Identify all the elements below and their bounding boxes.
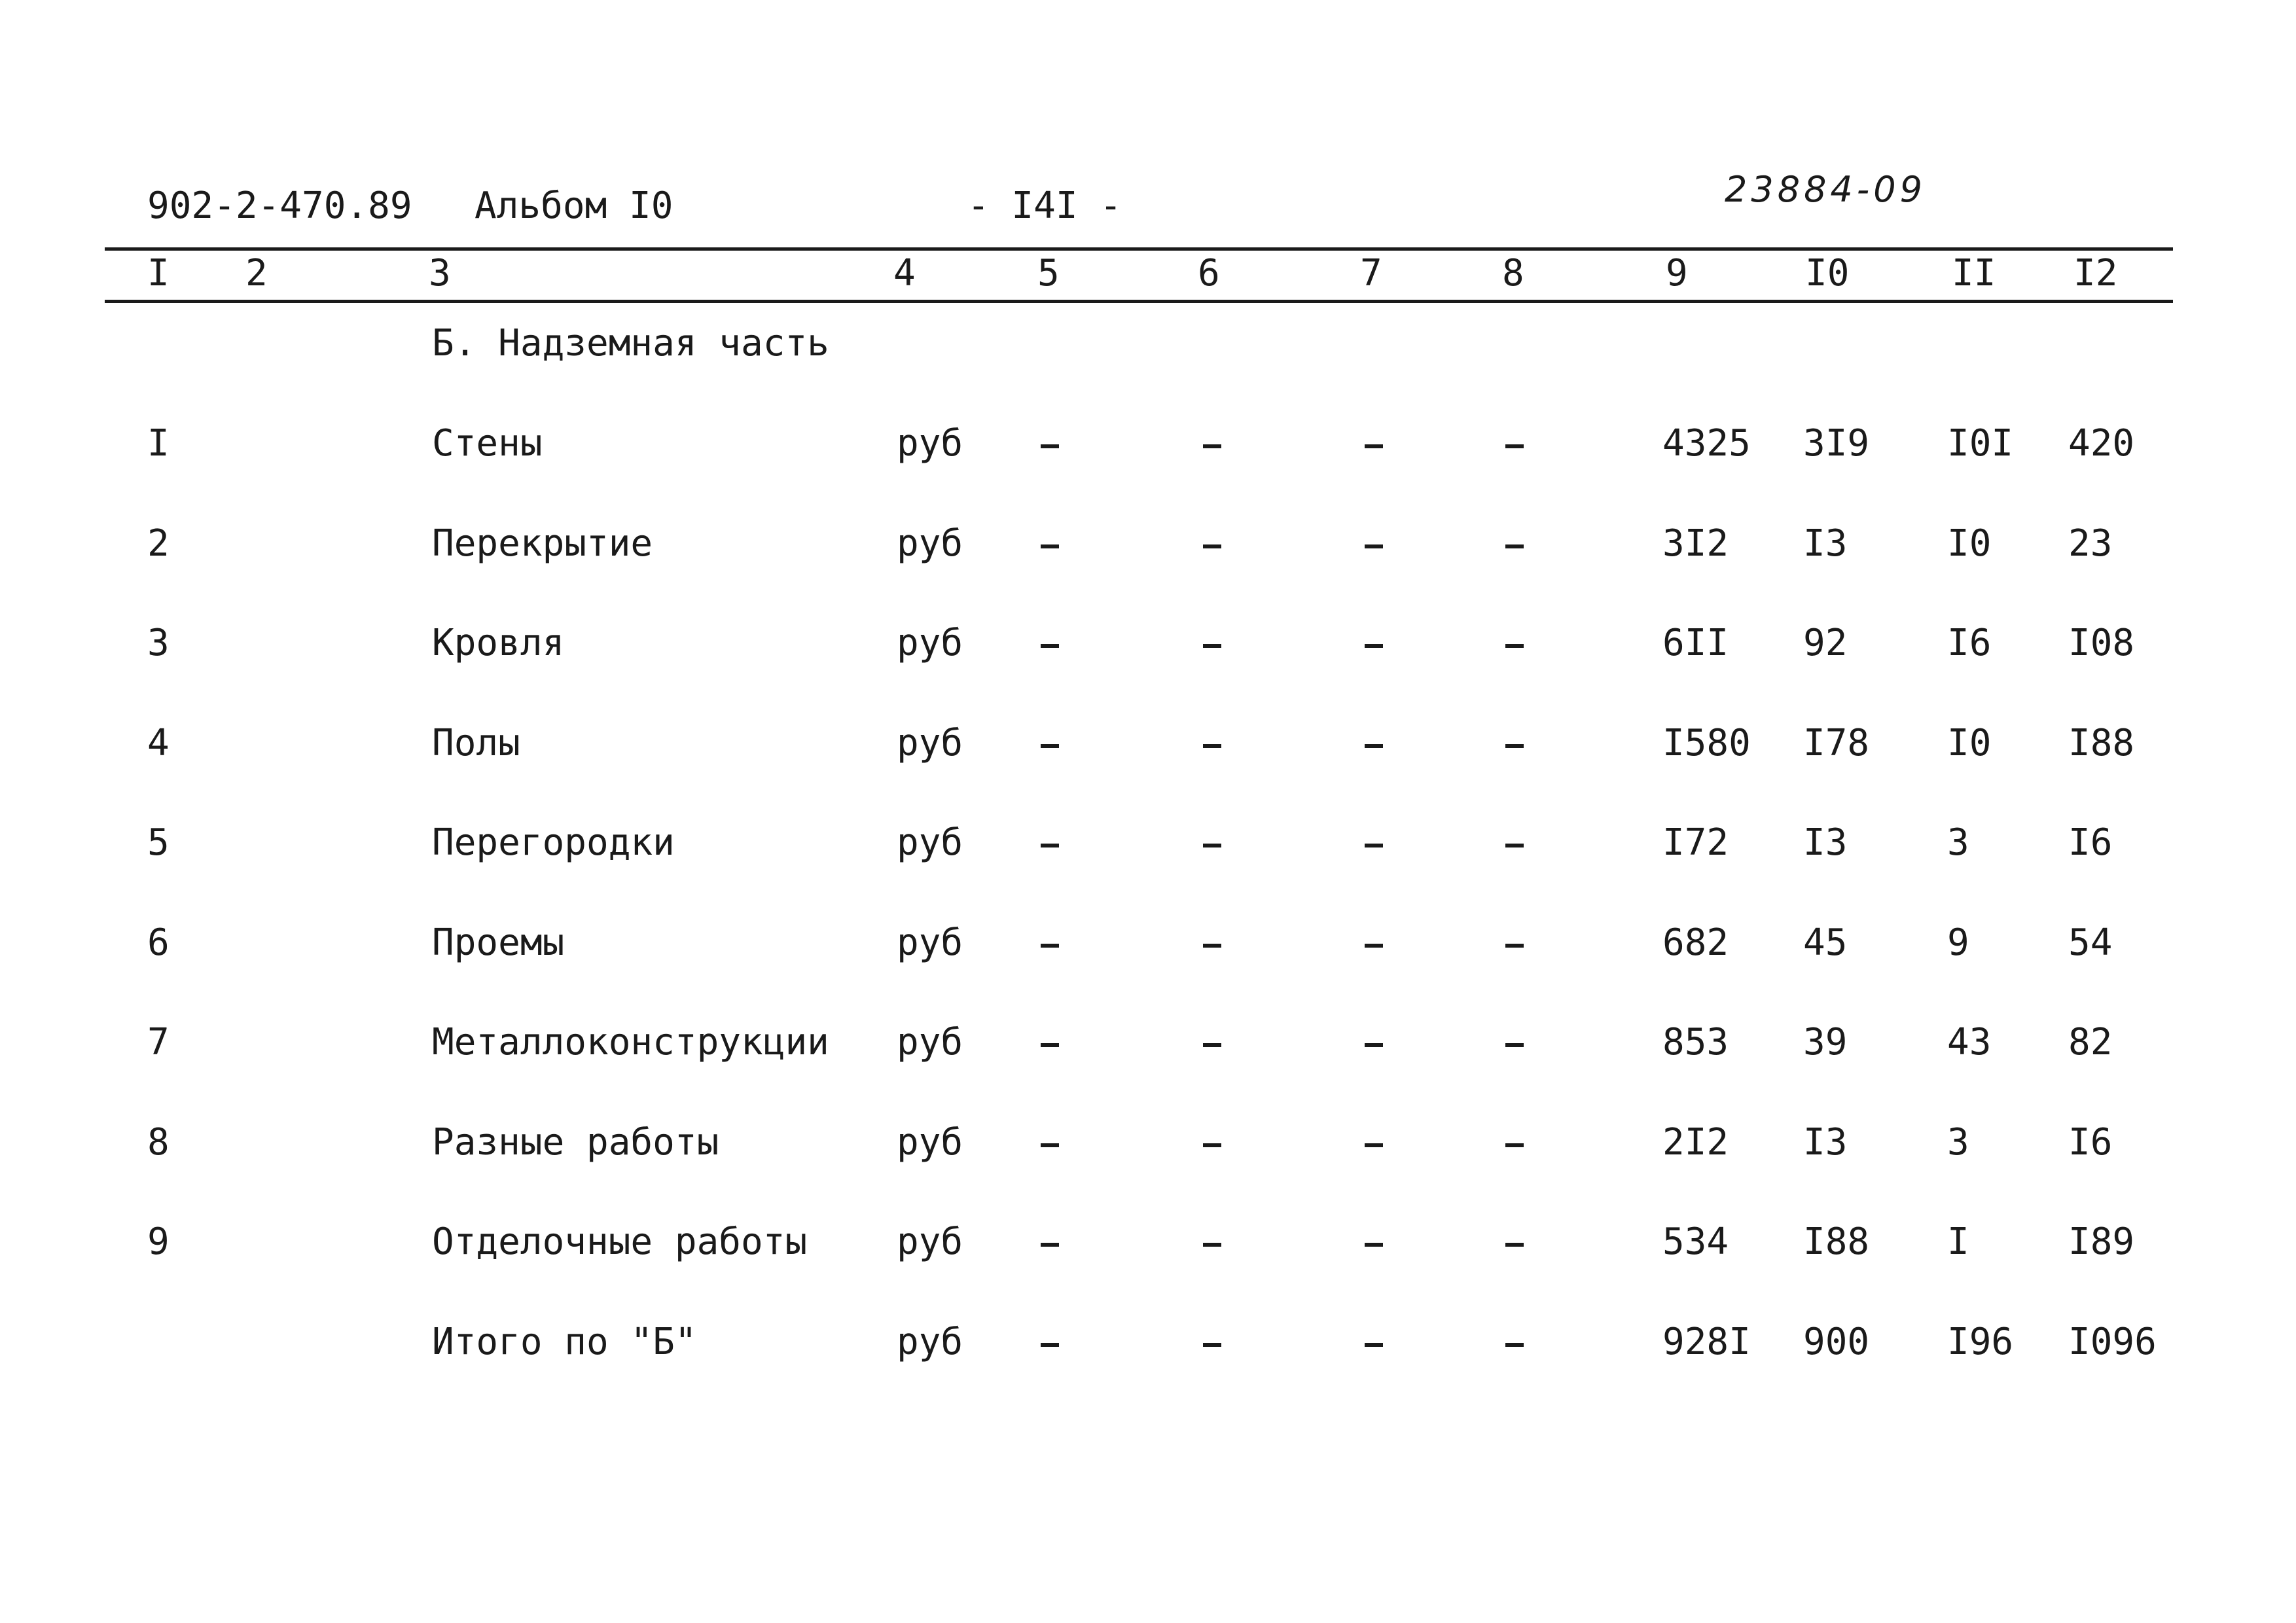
- item-name: Полы: [432, 722, 520, 764]
- unit: руб: [897, 1221, 963, 1263]
- value-col-9: 4325: [1662, 422, 1751, 465]
- section-title: Б. Надземная часть: [432, 322, 829, 365]
- empty-cell-dash: [1505, 744, 1524, 748]
- value-col-11: 9: [1947, 921, 1969, 964]
- empty-cell-dash: [1041, 944, 1059, 948]
- empty-cell-dash: [1505, 1143, 1524, 1147]
- column-header-2: 2: [245, 252, 268, 294]
- row-number: 7: [147, 1021, 170, 1063]
- empty-cell-dash: [1203, 1343, 1221, 1347]
- unit: руб: [897, 622, 963, 664]
- empty-cell-dash: [1041, 744, 1059, 748]
- empty-cell-dash: [1203, 544, 1221, 548]
- item-name: Кровля: [432, 622, 565, 664]
- empty-cell-dash: [1041, 1043, 1059, 1047]
- value-col-11: 3: [1947, 1121, 1969, 1164]
- item-name: Перекрытие: [432, 522, 653, 565]
- empty-cell-dash: [1041, 844, 1059, 847]
- empty-cell-dash: [1505, 644, 1524, 648]
- value-col-12: I08: [2068, 622, 2135, 664]
- empty-cell-dash: [1365, 1243, 1383, 1247]
- value-col-12: 54: [2068, 921, 2113, 964]
- value-col-12: I6: [2068, 1121, 2113, 1164]
- empty-cell-dash: [1203, 1043, 1221, 1047]
- empty-cell-dash: [1365, 444, 1383, 448]
- value-col-9: 928I: [1662, 1321, 1751, 1363]
- empty-cell-dash: [1041, 1343, 1059, 1347]
- column-header-rule: [105, 300, 2173, 303]
- empty-cell-dash: [1365, 644, 1383, 648]
- empty-cell-dash: [1505, 1043, 1524, 1047]
- column-header-8: 8: [1502, 252, 1524, 294]
- empty-cell-dash: [1041, 544, 1059, 548]
- empty-cell-dash: [1365, 1343, 1383, 1347]
- unit: руб: [897, 422, 963, 465]
- value-col-10: I3: [1803, 1121, 1848, 1164]
- unit: руб: [897, 821, 963, 864]
- empty-cell-dash: [1041, 644, 1059, 648]
- item-name: Разные работы: [432, 1121, 719, 1164]
- empty-cell-dash: [1505, 944, 1524, 948]
- value-col-9: 2I2: [1662, 1121, 1729, 1164]
- value-col-10: I88: [1803, 1221, 1870, 1263]
- value-col-9: 3I2: [1662, 522, 1729, 565]
- table-top-rule: [105, 247, 2173, 251]
- value-col-9: 853: [1662, 1021, 1729, 1063]
- empty-cell-dash: [1203, 1143, 1221, 1147]
- empty-cell-dash: [1365, 844, 1383, 847]
- empty-cell-dash: [1505, 444, 1524, 448]
- value-col-10: I3: [1803, 821, 1848, 864]
- empty-cell-dash: [1365, 944, 1383, 948]
- value-col-10: 45: [1803, 921, 1848, 964]
- item-name: Отделочные работы: [432, 1221, 808, 1263]
- unit: руб: [897, 522, 963, 565]
- unit: руб: [897, 722, 963, 764]
- value-col-12: I096: [2068, 1321, 2157, 1363]
- column-header-12: I2: [2073, 252, 2118, 294]
- value-col-11: I: [1947, 1221, 1969, 1263]
- value-col-9: I580: [1662, 722, 1751, 764]
- empty-cell-dash: [1203, 944, 1221, 948]
- empty-cell-dash: [1505, 544, 1524, 548]
- empty-cell-dash: [1041, 444, 1059, 448]
- empty-cell-dash: [1505, 844, 1524, 847]
- value-col-11: I0I: [1947, 422, 2014, 465]
- value-col-10: 3I9: [1803, 422, 1870, 465]
- value-col-10: I78: [1803, 722, 1870, 764]
- item-name: Проемы: [432, 921, 565, 964]
- empty-cell-dash: [1505, 1243, 1524, 1247]
- row-number: 9: [147, 1221, 170, 1263]
- column-header-1: I: [147, 252, 170, 294]
- empty-cell-dash: [1203, 1243, 1221, 1247]
- item-name: Металлоконструкции: [432, 1021, 829, 1063]
- empty-cell-dash: [1203, 644, 1221, 648]
- value-col-9: 682: [1662, 921, 1729, 964]
- value-col-12: 23: [2068, 522, 2113, 565]
- empty-cell-dash: [1365, 544, 1383, 548]
- value-col-10: I3: [1803, 522, 1848, 565]
- value-col-12: 420: [2068, 422, 2135, 465]
- value-col-9: 6II: [1662, 622, 1729, 664]
- empty-cell-dash: [1203, 444, 1221, 448]
- item-name: Итого по "Б": [432, 1321, 697, 1363]
- item-name: Перегородки: [432, 821, 675, 864]
- empty-cell-dash: [1365, 1143, 1383, 1147]
- row-number: 5: [147, 821, 170, 864]
- value-col-12: I6: [2068, 821, 2113, 864]
- value-col-12: 82: [2068, 1021, 2113, 1063]
- empty-cell-dash: [1505, 1343, 1524, 1347]
- unit: руб: [897, 1321, 963, 1363]
- value-col-9: I72: [1662, 821, 1729, 864]
- row-number: 6: [147, 921, 170, 964]
- row-number: 3: [147, 622, 170, 664]
- column-header-4: 4: [893, 252, 916, 294]
- value-col-10: 900: [1803, 1321, 1870, 1363]
- value-col-9: 534: [1662, 1221, 1729, 1263]
- value-col-10: 39: [1803, 1021, 1848, 1063]
- document-code: 902-2-470.89: [147, 185, 412, 227]
- row-number: 4: [147, 722, 170, 764]
- unit: руб: [897, 1121, 963, 1164]
- album-label: Альбом I0: [475, 185, 673, 227]
- empty-cell-dash: [1203, 744, 1221, 748]
- value-col-11: 3: [1947, 821, 1969, 864]
- value-col-11: I0: [1947, 522, 1992, 565]
- column-header-9: 9: [1666, 252, 1688, 294]
- handwritten-number: 23884-09: [1725, 169, 1926, 210]
- value-col-11: I6: [1947, 622, 1992, 664]
- value-col-12: I88: [2068, 722, 2135, 764]
- item-name: Стены: [432, 422, 543, 465]
- value-col-10: 92: [1803, 622, 1848, 664]
- row-number: 8: [147, 1121, 170, 1164]
- column-header-10: I0: [1805, 252, 1850, 294]
- value-col-11: I0: [1947, 722, 1992, 764]
- value-col-12: I89: [2068, 1221, 2135, 1263]
- page-number: - I4I -: [967, 185, 1122, 227]
- empty-cell-dash: [1041, 1243, 1059, 1247]
- column-header-11: II: [1952, 252, 1996, 294]
- column-header-5: 5: [1037, 252, 1060, 294]
- empty-cell-dash: [1041, 1143, 1059, 1147]
- value-col-11: 43: [1947, 1021, 1992, 1063]
- value-col-11: I96: [1947, 1321, 2014, 1363]
- column-header-7: 7: [1360, 252, 1382, 294]
- row-number: 2: [147, 522, 170, 565]
- unit: руб: [897, 1021, 963, 1063]
- column-header-6: 6: [1198, 252, 1220, 294]
- column-header-3: 3: [429, 252, 451, 294]
- row-number: I: [147, 422, 170, 465]
- empty-cell-dash: [1365, 1043, 1383, 1047]
- empty-cell-dash: [1365, 744, 1383, 748]
- empty-cell-dash: [1203, 844, 1221, 847]
- unit: руб: [897, 921, 963, 964]
